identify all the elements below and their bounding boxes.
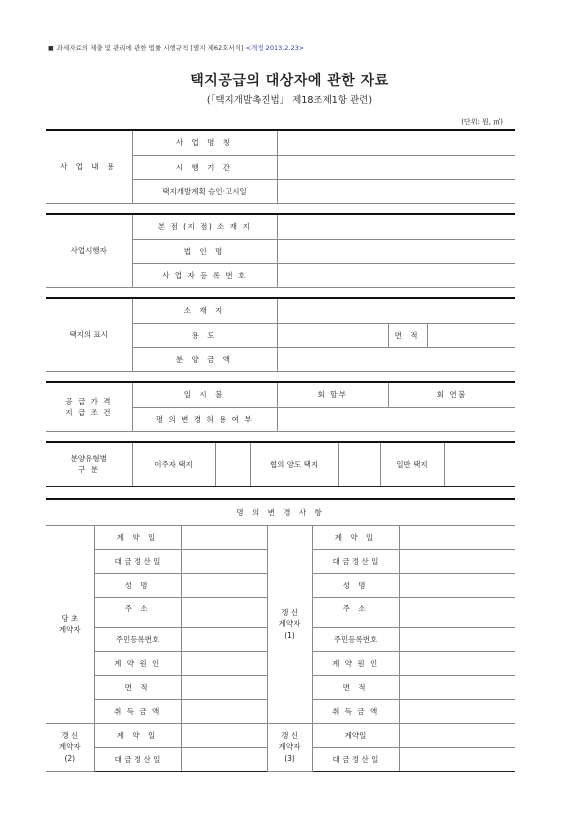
orig-contract-date-field[interactable] bbox=[181, 525, 267, 549]
business-approval-field[interactable] bbox=[277, 179, 515, 203]
division-general-label: 일반 택지 bbox=[380, 442, 444, 486]
deferred-label[interactable]: 회 연불 bbox=[388, 382, 515, 407]
orig-area-field[interactable] bbox=[181, 675, 267, 699]
ren2-settlement-label: 대 금 정 산 일 bbox=[94, 747, 181, 771]
ren1-amount-field[interactable] bbox=[399, 699, 515, 723]
supply-table bbox=[46, 381, 515, 432]
operator-corp-label: 법 인 명 bbox=[132, 239, 277, 263]
ren3-contract-date-label: 계약일 bbox=[312, 723, 399, 747]
original-line1: 당 초 bbox=[61, 613, 79, 623]
original-contractor-label bbox=[46, 525, 94, 723]
business-name-field[interactable] bbox=[277, 130, 515, 155]
ren1-settlement-label: 대 금 정 산 일 bbox=[312, 549, 399, 573]
orig-contract-date-label: 계 약 일 bbox=[94, 525, 181, 549]
division-negotiated-field[interactable] bbox=[338, 442, 380, 486]
ren1-rrn-label: 주민등록번호 bbox=[312, 627, 399, 651]
ren1-rrn-field[interactable] bbox=[399, 627, 515, 651]
land-price-field[interactable] bbox=[277, 347, 515, 371]
renewed3-line1: 갱 신 bbox=[281, 731, 298, 741]
ren3-settlement-label: 대 금 정 산 일 bbox=[312, 747, 399, 771]
land-section-label: 택지의 표시 bbox=[46, 298, 132, 371]
orig-rrn-field[interactable] bbox=[181, 627, 267, 651]
ren1-cause-field[interactable] bbox=[399, 651, 515, 675]
division-table bbox=[46, 441, 515, 487]
supply-section-line2: 지 급 조 건 bbox=[65, 407, 113, 417]
renewed2-line2: 계약자 bbox=[58, 742, 81, 752]
land-area-label: 면 적 bbox=[388, 323, 427, 347]
renewed2-line3: (2) bbox=[64, 753, 76, 763]
land-location-field[interactable] bbox=[277, 298, 515, 323]
orig-name-label: 성 명 bbox=[94, 573, 181, 597]
name-change-label: 명 의 변 경 허 용 여 부 bbox=[132, 407, 277, 431]
land-usage-label: 용 도 bbox=[132, 323, 277, 347]
ren1-cause-label: 계 약 원 인 bbox=[312, 651, 399, 675]
form-reference: 과세자료의 제출 및 관리에 관한 법률 시행규칙 [별지 제62호서식] bbox=[56, 44, 244, 52]
renewed1-line3: (1) bbox=[284, 630, 295, 640]
renewed3-line3: (3) bbox=[284, 753, 295, 763]
operator-table bbox=[46, 213, 515, 288]
operator-address-label: 본 점 (지 점) 소 재 지 bbox=[132, 214, 277, 239]
operator-address-field[interactable] bbox=[277, 214, 515, 239]
orig-name-field[interactable] bbox=[181, 573, 267, 597]
renewed2-line1: 갱 신 bbox=[61, 731, 79, 741]
changes-table bbox=[46, 498, 515, 772]
renewed1-line1: 갱 신 bbox=[281, 608, 298, 618]
ren1-name-label: 성 명 bbox=[312, 573, 399, 597]
renewed1-contractor-label bbox=[267, 525, 312, 723]
bullet-icon: ■ bbox=[48, 45, 54, 52]
ren2-contract-date-label: 계 약 일 bbox=[94, 723, 181, 747]
renewed1-line2: 계약자 bbox=[278, 619, 301, 629]
original-line2: 계약자 bbox=[58, 625, 81, 634]
ren3-settlement-field[interactable] bbox=[399, 747, 515, 771]
orig-settlement-field[interactable] bbox=[181, 549, 267, 573]
ren1-area-field[interactable] bbox=[399, 675, 515, 699]
ren3-contract-date-field[interactable] bbox=[399, 723, 515, 747]
ren1-address-field[interactable] bbox=[399, 597, 515, 627]
division-section-line2: 구 분 bbox=[78, 465, 100, 475]
unit-note: (단위: 원, ㎡) bbox=[461, 118, 503, 126]
renewed2-contractor-label bbox=[46, 723, 94, 771]
land-usage-field[interactable] bbox=[277, 323, 388, 347]
land-table bbox=[46, 297, 515, 372]
page-subtitle: (「택지개발촉진법」 제18조제1항 관련) bbox=[206, 95, 373, 106]
business-approval-label: 택지개발계획 승인·고시일 bbox=[132, 179, 277, 203]
ren2-contract-date-field[interactable] bbox=[181, 723, 267, 747]
ren1-settlement-field[interactable] bbox=[399, 549, 515, 573]
orig-rrn-label: 주민등록번호 bbox=[94, 627, 181, 651]
operator-section-label: 사업시행자 bbox=[46, 214, 132, 287]
operator-bizno-label: 사 업 자 등 록 번 호 bbox=[132, 263, 277, 287]
name-change-field[interactable] bbox=[277, 407, 515, 431]
renewed3-line2: 계약자 bbox=[278, 742, 301, 752]
ren1-address-label: 주 소 bbox=[312, 597, 399, 627]
operator-corp-field[interactable] bbox=[277, 239, 515, 263]
orig-address-field[interactable] bbox=[181, 597, 267, 627]
form-header bbox=[48, 43, 304, 52]
ren1-name-field[interactable] bbox=[399, 573, 515, 597]
division-relocation-field[interactable] bbox=[215, 442, 250, 486]
supply-section-line1: 공 급 가 격 bbox=[65, 396, 113, 406]
division-relocation-label: 이주자 택지 bbox=[132, 442, 215, 486]
division-section-line1: 분양유형별 bbox=[70, 454, 107, 463]
division-general-field[interactable] bbox=[444, 442, 515, 486]
orig-address-label: 주 소 bbox=[94, 597, 181, 627]
orig-settlement-label: 대 금 정 산 일 bbox=[94, 549, 181, 573]
page-title: 택지공급의 대상자에 관한 자료 bbox=[190, 73, 389, 89]
ren1-amount-label: 취 득 금 액 bbox=[312, 699, 399, 723]
land-area-field[interactable] bbox=[427, 323, 515, 347]
operator-bizno-field[interactable] bbox=[277, 263, 515, 287]
lump-sum-label: 일 시 불 bbox=[132, 382, 277, 407]
orig-area-label: 면 적 bbox=[94, 675, 181, 699]
land-price-label: 분 양 금 액 bbox=[132, 347, 277, 371]
ren1-area-label: 면 적 bbox=[312, 675, 399, 699]
revision-link[interactable]: <개정 2013.2.23> bbox=[245, 44, 305, 52]
business-period-field[interactable] bbox=[277, 155, 515, 179]
installment-label[interactable]: 회 할부 bbox=[277, 382, 388, 407]
land-location-label: 소 재 지 bbox=[132, 298, 277, 323]
orig-amount-label: 취 득 금 액 bbox=[94, 699, 181, 723]
ren1-contract-date-field[interactable] bbox=[399, 525, 515, 549]
ren1-contract-date-label: 계 약 일 bbox=[312, 525, 399, 549]
supply-section-label bbox=[46, 382, 132, 431]
ren2-settlement-field[interactable] bbox=[181, 747, 267, 771]
business-table bbox=[46, 129, 515, 204]
renewed3-contractor-label bbox=[267, 723, 312, 771]
division-section-label bbox=[46, 442, 132, 486]
business-period-label: 시 행 기 간 bbox=[132, 155, 277, 179]
business-section-label: 사 업 내 용 bbox=[46, 130, 132, 203]
orig-cause-field[interactable] bbox=[181, 651, 267, 675]
orig-cause-label: 계 약 원 인 bbox=[94, 651, 181, 675]
orig-amount-field[interactable] bbox=[181, 699, 267, 723]
business-name-label: 사 업 명 칭 bbox=[132, 130, 277, 155]
changes-title: 명 의 변 경 사 항 bbox=[46, 499, 515, 525]
division-negotiated-label: 협의 양도 택지 bbox=[250, 442, 338, 486]
